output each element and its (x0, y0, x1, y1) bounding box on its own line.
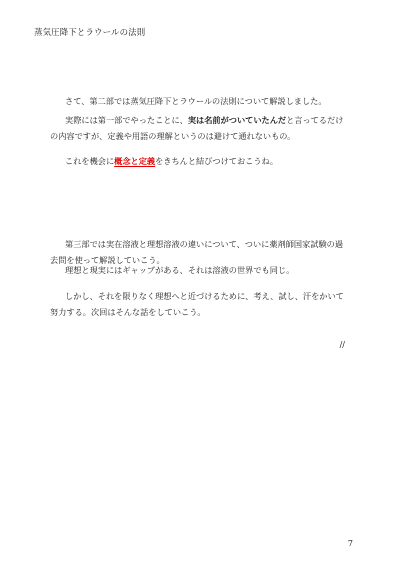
paragraph-explanation (50, 112, 354, 144)
paragraph-explanation-bold: 実は名前がついていたんだ (187, 115, 287, 125)
paragraph-explanation-before: 実際には第一部でやったことに、 (65, 115, 188, 125)
paragraph-explanation-after: と言ってるだけ (286, 115, 344, 125)
end-mark: // (339, 340, 345, 349)
paragraph-summary-text: さて、第二部では蒸気圧降下とラウールの法則について解説しました。 (65, 96, 327, 106)
page-number: 7 (347, 539, 353, 548)
paragraph-closing-line1: しかし、それを限りなく理想へと近づけるために、考え、試し、汗をかいて (65, 291, 344, 301)
paragraph-ideal-reality-text: 理想と現実にはギャップがある、それは溶液の世界でも同じ。 (65, 265, 295, 275)
paragraph-concept (50, 153, 369, 169)
running-header: 蒸気圧降下とラウールの法則 (34, 27, 146, 37)
paragraph-summary (50, 93, 369, 109)
paragraph-part-three-line1: 第三部では実在溶液と理想溶液の違いについて、ついに薬剤師国家試験の過 (65, 239, 344, 249)
concept-definition-highlight: 概念と定義 (114, 156, 156, 166)
paragraph-closing (50, 288, 354, 320)
paragraph-concept-after: をきちんと結びつけておこうね。 (155, 156, 278, 166)
paragraph-closing-line2: 努力する。次回はそんな話をしていこう。 (50, 307, 206, 317)
paragraph-explanation-line2: の内容ですが、定義や用語の理解というのは避けて通れないもの。 (50, 131, 296, 141)
paragraph-concept-before: これを機会に (65, 156, 115, 166)
paragraph-part-three-line2: 去問を使って解説していこう。 (50, 255, 165, 265)
paragraph-ideal-reality (50, 262, 369, 278)
